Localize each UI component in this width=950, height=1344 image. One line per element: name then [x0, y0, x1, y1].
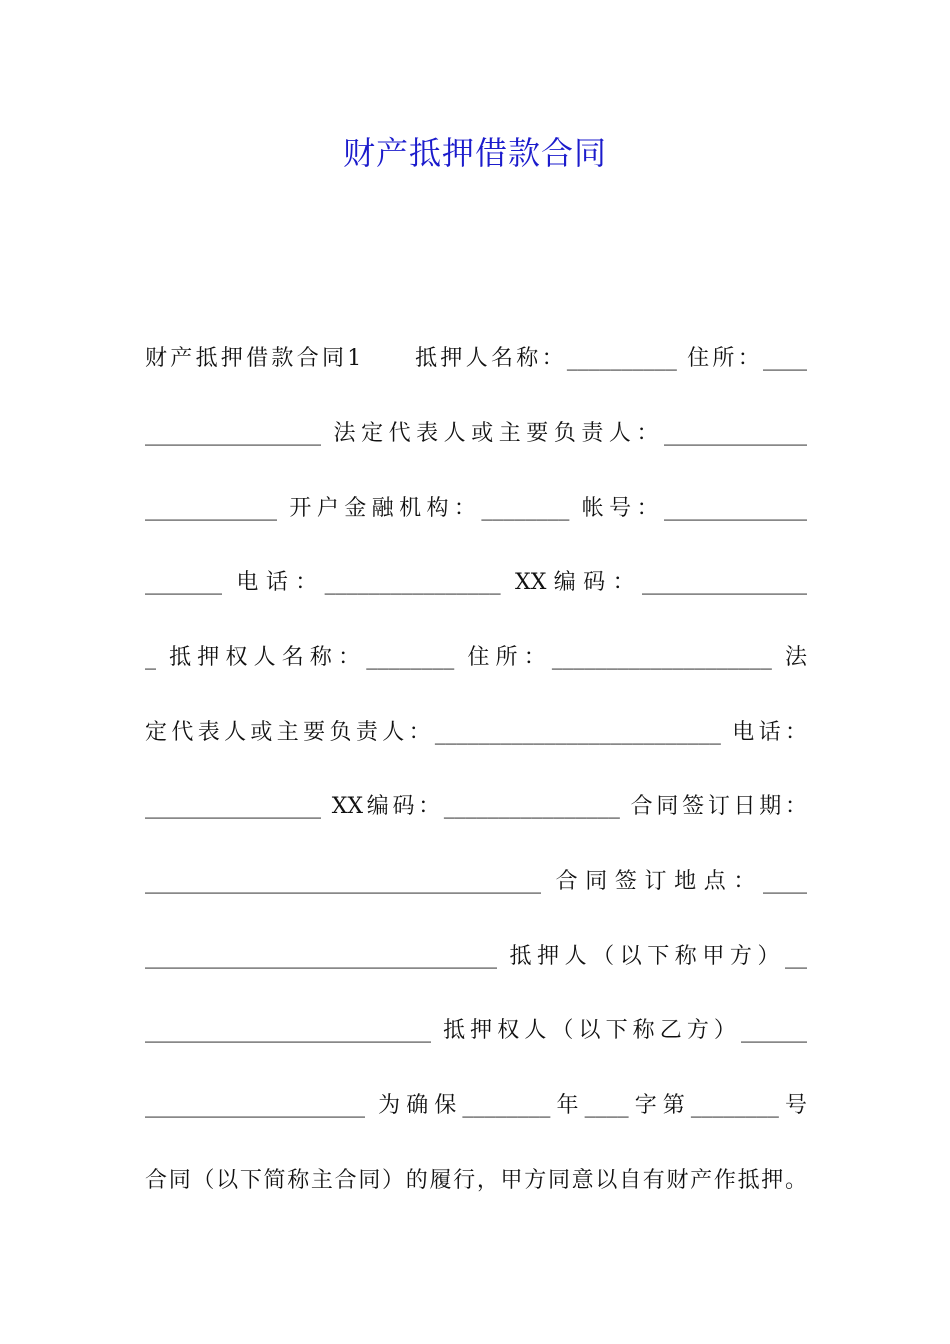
body-line-4: _______ 电话：________________ XX编码：_______________: [145, 570, 807, 595]
body-line-6: 定代表人或主要负责人：__________________________ 电话：: [145, 720, 807, 745]
body-line-12: 合同（以下简称主合同）的履行，甲方同意以自有财产作抵押。: [145, 1168, 807, 1193]
body-line-10: __________________________ 抵押权人（以下称乙方）______: [145, 1018, 807, 1043]
body-line-8: ____________________________________ 合同签订地点：____: [145, 869, 807, 894]
body-line-11: ____________________ 为确保________年____字第________号: [145, 1093, 807, 1118]
body-line-9: ________________________________ 抵押人（以下称甲方）__: [145, 944, 807, 969]
body-line-7: ________________ XX编码：________________ 合同签订日期：: [145, 794, 807, 819]
body-line-3: ____________ 开户金融机构：________ 帐号：_____________: [145, 496, 807, 521]
body-line-2: ________________ 法定代表人或主要负责人：_____________: [145, 421, 807, 446]
body-line-5: _ 抵押权人名称：________ 住所：____________________ 法: [145, 645, 807, 670]
body-line-1: 财产抵押借款合同1 抵押人名称：__________ 住所：____: [145, 346, 807, 371]
document-title: 财产抵押借款合同: [342, 134, 607, 172]
